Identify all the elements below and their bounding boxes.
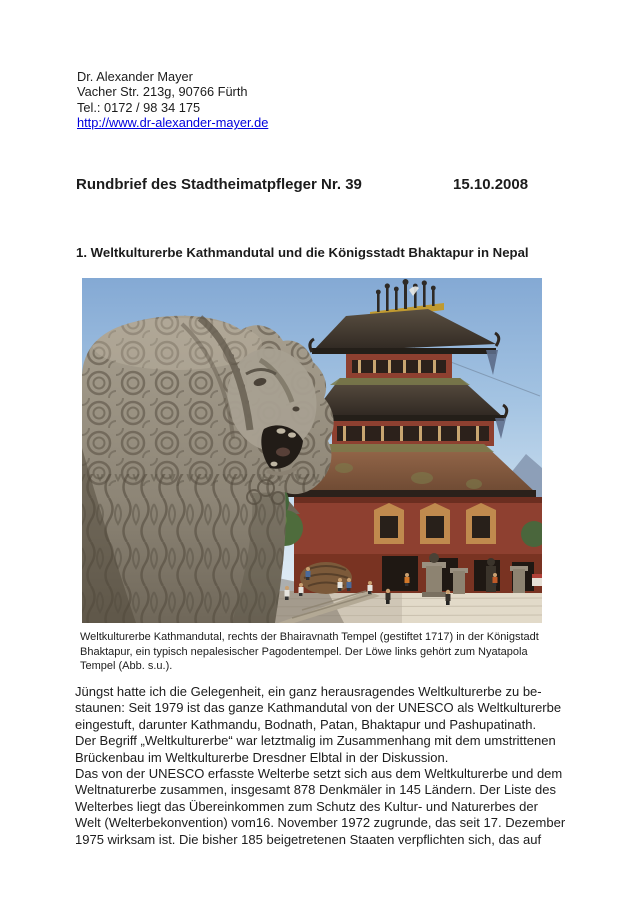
- body-line: 1975 wirksam ist. Die bisher 185 beigetretenen Staaten verpflichten sich, das auf: [75, 831, 542, 847]
- sender-block: [77, 69, 268, 131]
- caption-line: Weltkulturerbe Kathmandutal, rechts der Bhairavnath Tempel (gestiftet 1717) in der Königstadt: [80, 631, 539, 643]
- body-line: Der Begriff „Weltkulturerbe“ war letztmalig im Zusammenhang mit dem umstrittenen: [75, 733, 556, 749]
- body-line: Das von der UNESCO erfasste Welterbe setzt sich aus dem Weltkulturerbe und dem: [75, 766, 563, 782]
- sender-website-link[interactable]: http://www.dr-alexander-mayer.de: [77, 115, 269, 131]
- photo-caption: [80, 630, 539, 674]
- body-line: staunen: Seit 1979 ist das ganze Kathmandutal von der UNESCO als Weltkulturerbe: [75, 700, 562, 716]
- newsletter-date: 15.10.2008: [453, 176, 529, 193]
- body-line: Weltnaturerbe zusammen, insgesamt 878 Denkmäler in 145 Ländern. Der Liste des: [75, 782, 557, 798]
- sender-phone: Tel.: 0172 / 98 34 175: [77, 99, 201, 115]
- body-line: Jüngst hatte ich die Gelegenheit, ein ganz herausragendes Weltkulturerbe zu be-: [75, 684, 542, 699]
- article-body: [75, 684, 595, 848]
- temple-lion-illustration: [82, 278, 542, 623]
- caption-line: Tempel (Abb. s.u.).: [80, 660, 173, 673]
- sender-street: Vacher Str. 213g, 90766 Fürth: [77, 84, 248, 100]
- newsletter-title: Rundbrief des Stadtheimatpfleger Nr. 39: [76, 176, 362, 193]
- newsletter-header: [76, 176, 546, 193]
- photo-temple-lion: [82, 278, 542, 623]
- body-line: Brückenbau im Weltkulturerbe Dresdner Elbtal in der Diskussion.: [75, 749, 449, 765]
- body-line: Welterbes liegt das Übereinkommen zum Schutz des Kultur- und Naturerbes der: [75, 798, 538, 814]
- caption-line: Bhaktapur, ein typisch nepalesischer Pagodentempel. Der Löwe links gehört zum Nyatapola: [80, 645, 528, 658]
- sender-name: Dr. Alexander Mayer: [77, 69, 193, 84]
- body-line: Welt (Welterbekonvention) vom16. November 1972 zugrunde, das seit 17. Dezember: [75, 815, 566, 831]
- body-line: eingestuft, darunter Kathmandu, Bodnath, Patan, Bhaktapur und Pashupatinath.: [75, 716, 537, 732]
- section-heading: 1. Weltkulturerbe Kathmandutal und die Königsstadt Bhaktapur in Nepal: [76, 245, 529, 260]
- carved-windows: [374, 503, 496, 544]
